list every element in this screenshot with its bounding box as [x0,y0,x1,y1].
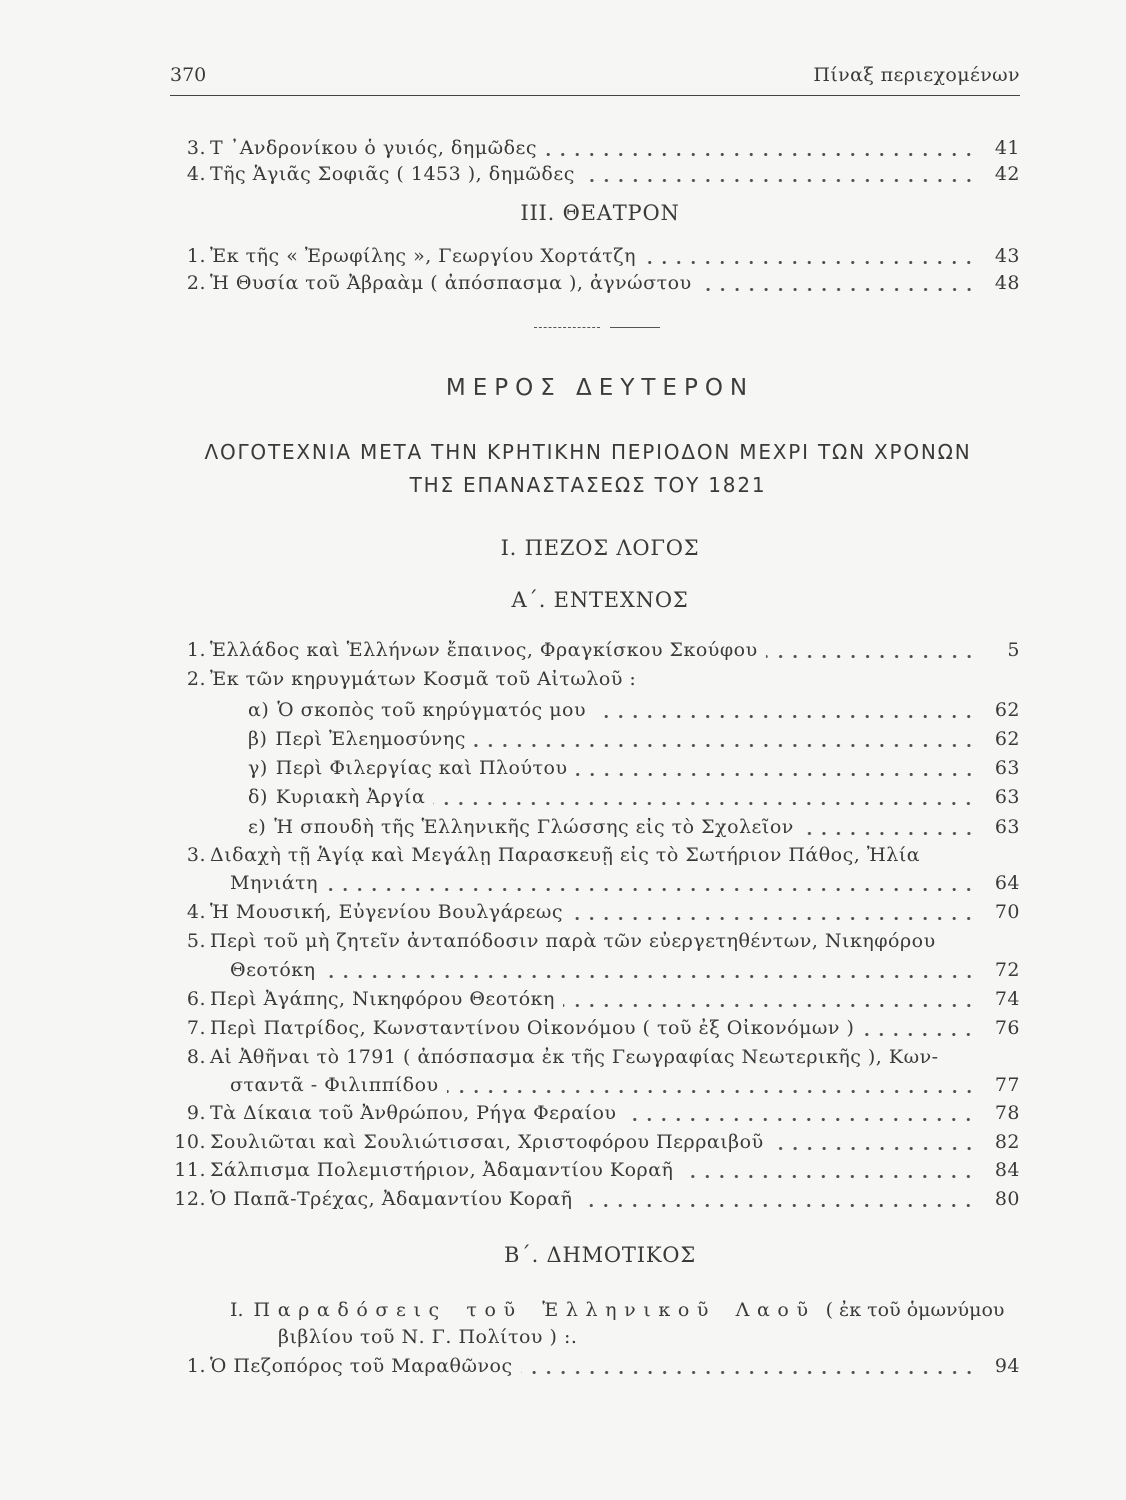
part-subtitle-line1: ΛΟΓΟΤΕΧΝΙΑ ΜΕΤΑ ΤΗΝ ΚΡΗΤΙΚΗΝ ΠΕΡΙΟΔΟΝ ΜΕΧΡΙ ΤΩΝ ΧΡΟΝΩΝ [204,440,972,464]
entry-title: Τὰ Δίκαια τοῦ Ἀνθρώπου, Ρήγα Φεραίου [210,1102,617,1124]
toc-entry [170,1043,1020,1071]
entry-page: 63 [994,816,1020,838]
section-heading-theatre: III. ΘΕΑΤΡΟΝ [520,201,680,225]
entry-title: Ἐκ τῶν κηρυγμάτων Κοσμᾶ τοῦ Αἰτωλοῦ : [210,668,637,690]
entry-number: 3. [186,844,206,866]
number-spacer [170,754,206,782]
entry-page: 5 [1007,639,1020,661]
entry-page: 72 [994,959,1020,981]
decorative-rule-segment [534,327,600,328]
part-title: ΜΕΡΟΣ ΔΕΥΤΕΡΟΝ [445,375,755,401]
toc-entry [170,985,1020,1013]
entry-number: 11. [174,1159,206,1181]
entry-page: 70 [994,901,1020,923]
entry-page: 80 [994,1188,1020,1210]
entry-number: 6. [186,988,206,1010]
dot-leader [644,242,976,270]
entry-page: 64 [994,872,1020,894]
dot-leader [802,813,976,841]
entry-number: 3. [186,137,206,159]
decorative-rule [534,327,660,329]
entry-page: 82 [994,1131,1020,1153]
entry-title: Αἱ Ἀθῆναι τὸ 1791 ( ἀπόσπασμα ἐκ τῆς Γεωγραφίας Νεωτερικῆς ), Κων- [210,1046,939,1068]
header-rule [170,95,1020,96]
entry-page: 62 [994,728,1020,750]
dot-leader [624,1099,976,1127]
group-note-line2: βιβλίου τοῦ Ν. Γ. Πολίτου ) :. [278,1326,578,1348]
subentry-title: Ὁ σκοπὸς τοῦ κηρύγματός μου [277,699,587,721]
entry-title: Τῆς Ἁγιᾶς Σοφιᾶς ( 1453 ), δημῶδες [210,163,575,185]
entry-title: Περὶ τοῦ μὴ ζητεῖν ἀνταπόδοσιν παρὰ τῶν εὐεργετηθέντων, Νικηφόρου [210,930,936,952]
entry-title: Ἐκ τῆς « Ἐρωφίλης », Γεωργίου Χορτάτζη [210,245,636,267]
entry-title: Περὶ Πατρίδος, Κωνσταντίνου Οἰκονόμου ( τοῦ ἐξ Οἰκονόμων ) [210,1017,855,1039]
entry-page: 42 [994,163,1020,185]
running-header [170,61,1020,89]
entry-title: Ἡ Θυσία τοῦ Ἀβραὰμ ( ἀπόσπασμα ), ἀγνώστου [210,272,692,294]
subentry-label: ε) [248,816,267,838]
entry-page: 48 [994,272,1020,294]
section-heading-prose: I. ΠΕΖΟΣ ΛΟΓΟΣ [500,536,700,560]
dot-leader [576,754,976,782]
dot-leader [772,1128,976,1156]
toc-entry [170,636,1020,664]
subsection-heading-entechnos: Α΄. ΕΝΤΕΧΝΟΣ [511,588,689,612]
subentry-title: Περὶ Ἐλεημοσύνης [275,728,466,750]
entry-page: 41 [994,137,1020,159]
entry-number: 1. [186,245,206,267]
entry-number: 1. [186,1355,206,1377]
number-spacer [170,783,206,811]
entry-page: 94 [994,1355,1020,1377]
group-title: Παραδόσεις τοῦ Ἑλληνικοῦ Λαοῦ [253,1299,816,1321]
toc-entry [170,841,1020,869]
toc-entry [170,242,1020,270]
number-spacer [170,813,206,841]
dot-leader [545,134,976,162]
toc-entry [170,1099,1020,1127]
part-subtitle-line2: ΤΗΣ ΕΠΑΝΑΣΤΑΣΕΩΣ ΤΟΥ 1821 [409,473,767,497]
toc-entry [170,160,1020,188]
entry-page: 77 [994,1074,1020,1096]
entry-number: 4. [186,901,206,923]
dot-leader [766,636,976,664]
toc-entry [170,134,1020,162]
dot-leader [326,869,976,897]
toc-subentry [170,754,1020,782]
toc-entry-continuation [170,956,1020,984]
entry-number: 7. [186,1017,206,1039]
subentry-label: β) [248,728,268,750]
dot-leader [681,1156,976,1184]
toc-entry [170,1352,1020,1380]
entry-page: 62 [994,699,1020,721]
dot-leader [583,160,976,188]
subsection-heading-dimotikos: Β΄. ΔΗΜΟΤΙΚΟΣ [504,1243,696,1267]
entry-title-continuation: Θεοτόκη [230,959,316,981]
toc-subentry [170,813,1020,841]
entry-page: 63 [994,757,1020,779]
entry-title: Διδαχὴ τῇ Ἁγίᾳ καὶ Μεγάλῃ Παρασκευῇ εἰς τὸ Σωτήριον Πάθος, Ἠλία [210,844,921,866]
dot-leader [433,783,976,811]
toc-entry [170,927,1020,955]
toc-entry [170,1185,1020,1213]
decorative-rule-segment [610,327,660,328]
entry-number: 8. [186,1046,206,1068]
toc-entry [170,1128,1020,1156]
toc-subentry [170,696,1020,724]
running-title: Πίναξ περιεχομένων [813,64,1020,86]
entry-title: Σάλπισμα Πολεμιστήριον, Ἀδαμαντίου Κοραῆ [210,1159,674,1181]
page-number: 370 [170,64,207,86]
subentry-title: Κυριακὴ Ἀργία [275,786,426,808]
dot-leader [580,1185,976,1213]
dot-leader [571,898,976,926]
subentry-label: α) [248,699,270,721]
subentry-title: Ἡ σπουδὴ τῆς Ἑλληνικῆς Γλώσσης εἰς τὸ Σχολεῖον [274,816,794,838]
toc-entry [170,665,1020,693]
entry-number: 2. [186,668,206,690]
group-note-line1: ( ἐκ τοῦ ὁμωνύμου [825,1299,1005,1321]
number-spacer [170,696,206,724]
number-spacer [170,725,206,753]
entry-title-continuation: Μηνιάτη [230,872,319,894]
toc-entry-continuation [170,1071,1020,1099]
entry-number: 12. [174,1188,206,1210]
dot-leader [594,696,976,724]
entry-number: 1. [186,639,206,661]
dot-leader [474,725,976,753]
entry-page: 84 [994,1159,1020,1181]
toc-entry [170,1014,1020,1042]
group-heading [230,1296,1004,1324]
entry-title: Ἡ Μουσική, Εὐγενίου Βουλγάρεως [210,901,564,923]
toc-subentry [170,783,1020,811]
toc-entry [170,269,1020,297]
entry-title: Ὁ Παπᾶ-Τρέχας, Ἀδαμαντίου Κοραῆ [210,1188,573,1210]
entry-title: Περὶ Ἀγάπης, Νικηφόρου Θεοτόκη [210,988,555,1010]
toc-entry [170,1156,1020,1184]
entry-number: 9. [186,1102,206,1124]
dot-leader [700,269,976,297]
dot-leader [521,1352,976,1380]
entry-page: 43 [994,245,1020,267]
entry-title: Ἑλλάδος καὶ Ἑλλήνων ἔπαινος, Φραγκίσκου Σκούφου [210,639,758,661]
entry-page: 63 [994,786,1020,808]
dot-leader [862,1014,976,1042]
entry-page: 76 [994,1017,1020,1039]
entry-number: 5. [186,930,206,952]
entry-number: 2. [186,272,206,294]
entry-page: 78 [994,1102,1020,1124]
subentry-label: δ) [248,786,268,808]
toc-entry-continuation [170,869,1020,897]
dot-leader [447,1071,976,1099]
dot-leader [324,956,976,984]
entry-title: Τ ᾿Ανδρονίκου ὁ γυιός, δημῶδες [210,137,538,159]
subentry-title: Περὶ Φιλεργίας καὶ Πλούτου [275,757,568,779]
group-numeral: I. [230,1299,244,1321]
entry-number: 10. [174,1131,206,1153]
toc-entry [170,898,1020,926]
dot-leader [563,985,976,1013]
toc-subentry [170,725,1020,753]
entry-title: Ὁ Πεζοπόρος τοῦ Μαραθῶνος [210,1355,513,1377]
entry-number: 4. [186,163,206,185]
subentry-label: γ) [248,757,268,779]
entry-title: Σουλιῶται καὶ Σουλιώτισσαι, Χριστοφόρου Περραιβοῦ [210,1131,764,1153]
entry-page: 74 [994,988,1020,1010]
entry-title-continuation: σταντᾶ - Φιλιππίδου [230,1074,439,1096]
